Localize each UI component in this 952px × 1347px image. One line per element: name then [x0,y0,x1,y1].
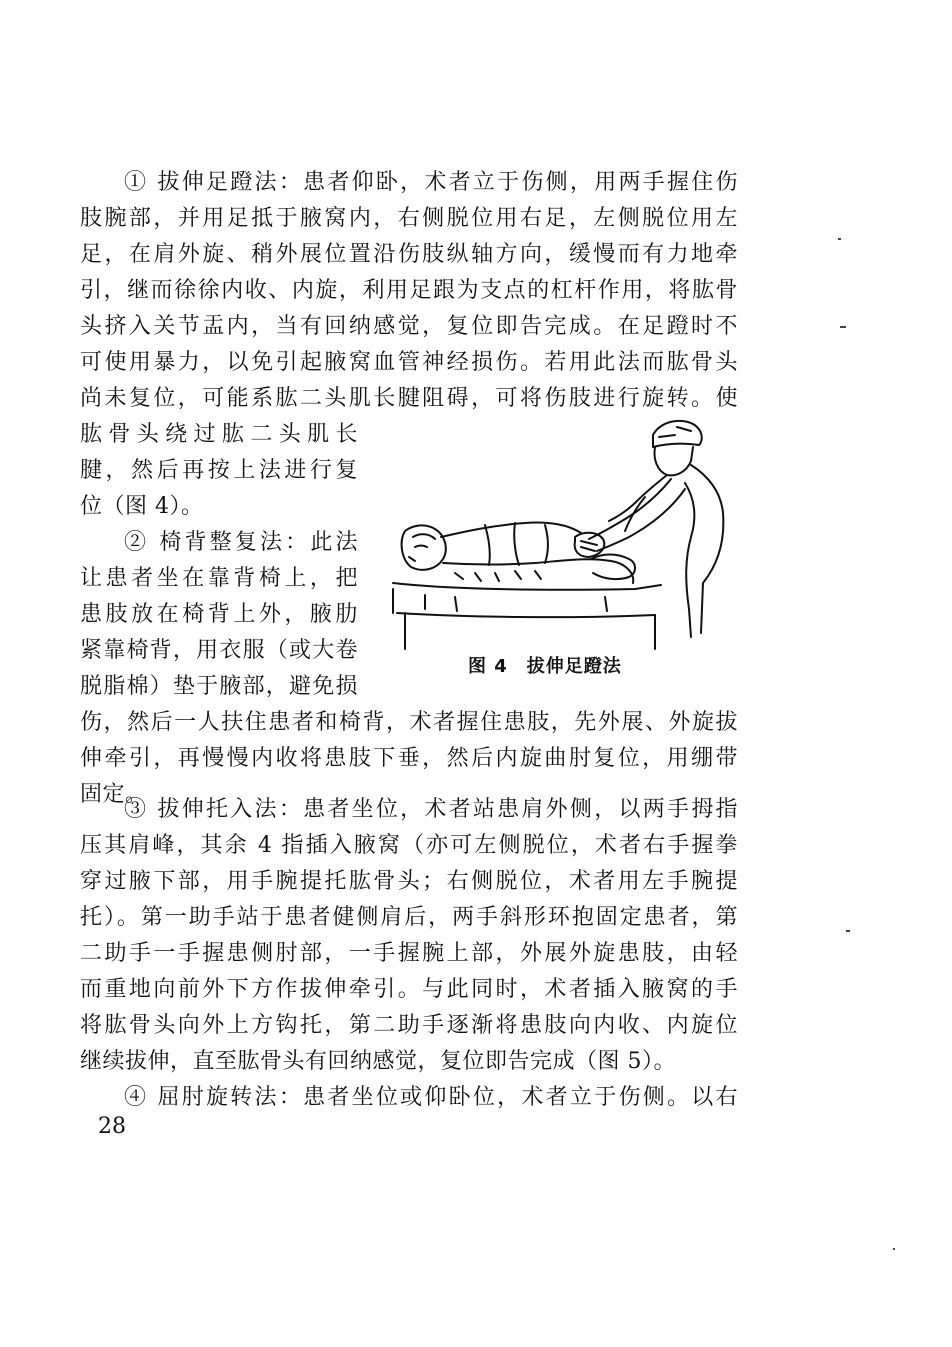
text-line: 压其肩峰，其余 4 指插入腋窝（亦可左侧脱位，术者右手握拳 [80,833,738,858]
text-line: 紧靠椅背，用衣服（或大卷 [80,638,358,663]
text-line: 伸牵引，再慢慢内收将患肢下垂，然后内旋曲肘复位，用绷带 [80,746,738,771]
text-line: 将肱骨头向外上方钩托，第二助手逐渐将患肢向内收、内旋位 [80,1013,738,1038]
traction-foot-illustration-icon [385,413,735,653]
figure-caption: 图 4 拔伸足蹬法 [468,656,622,677]
text-line: 患肢放在椅背上外，腋肋 [80,602,358,627]
text-line: 腱，然后再按上法进行复 [80,458,358,483]
text-line: 而重地向前外下方作拔伸牵引。与此同时，术者插入腋窝的手 [80,977,738,1002]
text-line: 固定。 [80,782,148,807]
text-line: 二助手一手握患侧肘部，一手握腕上部，外展外旋患肢，由轻 [80,941,738,966]
text-line: 肢腕部，并用足抵于腋窝内，右侧脱位用右足，左侧脱位用左 [80,206,738,231]
text-line: 头挤入关节盂内，当有回纳感觉，复位即告完成。在足蹬时不 [80,314,738,339]
text-line: ② 椅背整复法：此法 [124,530,358,555]
page-number: 28 [98,1114,126,1139]
scan-speck [893,1248,895,1250]
scan-speck [846,930,850,932]
text-line: 托）。第一助手站于患者健侧肩后，两手斜形环抱固定患者，第 [80,905,738,930]
figure-4-illustration [385,413,735,653]
scan-speck [838,238,841,240]
text-line: 足，在肩外旋、稍外展位置沿伤肢纵轴方向，缓慢而有力地牵 [80,242,738,267]
text-line: 位（图 4）。 [80,494,204,519]
text-line: 可使用暴力，以免引起腋窝血管神经损伤。若用此法而肱骨头 [80,350,738,375]
text-line: 尚未复位，可能系肱二头肌长腱阻碍，可将伤肢进行旋转。使 [80,386,738,411]
text-line: ③ 拔伸托入法：患者坐位，术者站患肩外侧，以两手拇指 [124,797,738,822]
text-line: 伤，然后一人扶住患者和椅背，术者握住患肢，先外展、外旋拔 [80,710,738,735]
text-line: 引，继而徐徐内收、内旋，利用足跟为支点的杠杆作用，将肱骨 [80,278,738,303]
text-line: 穿过腋下部，用手腕提托肱骨头；右侧脱位，术者用左手腕提 [80,869,738,894]
text-line: 脱脂棉）垫于腋部，避免损 [80,674,358,699]
text-line: 肱骨头绕过肱二头肌长 [80,422,358,447]
text-line: ④ 屈肘旋转法：患者坐位或仰卧位，术者立于伤侧。以右 [124,1085,738,1110]
scan-speck [840,326,846,328]
text-line: 让患者坐在靠背椅上，把 [80,566,358,591]
text-line: ① 拔伸足蹬法：患者仰卧，术者立于伤侧，用两手握住伤 [124,170,738,195]
text-line: 继续拔伸，直至肱骨头有回纳感觉，复位即告完成（图 5）。 [80,1049,676,1074]
